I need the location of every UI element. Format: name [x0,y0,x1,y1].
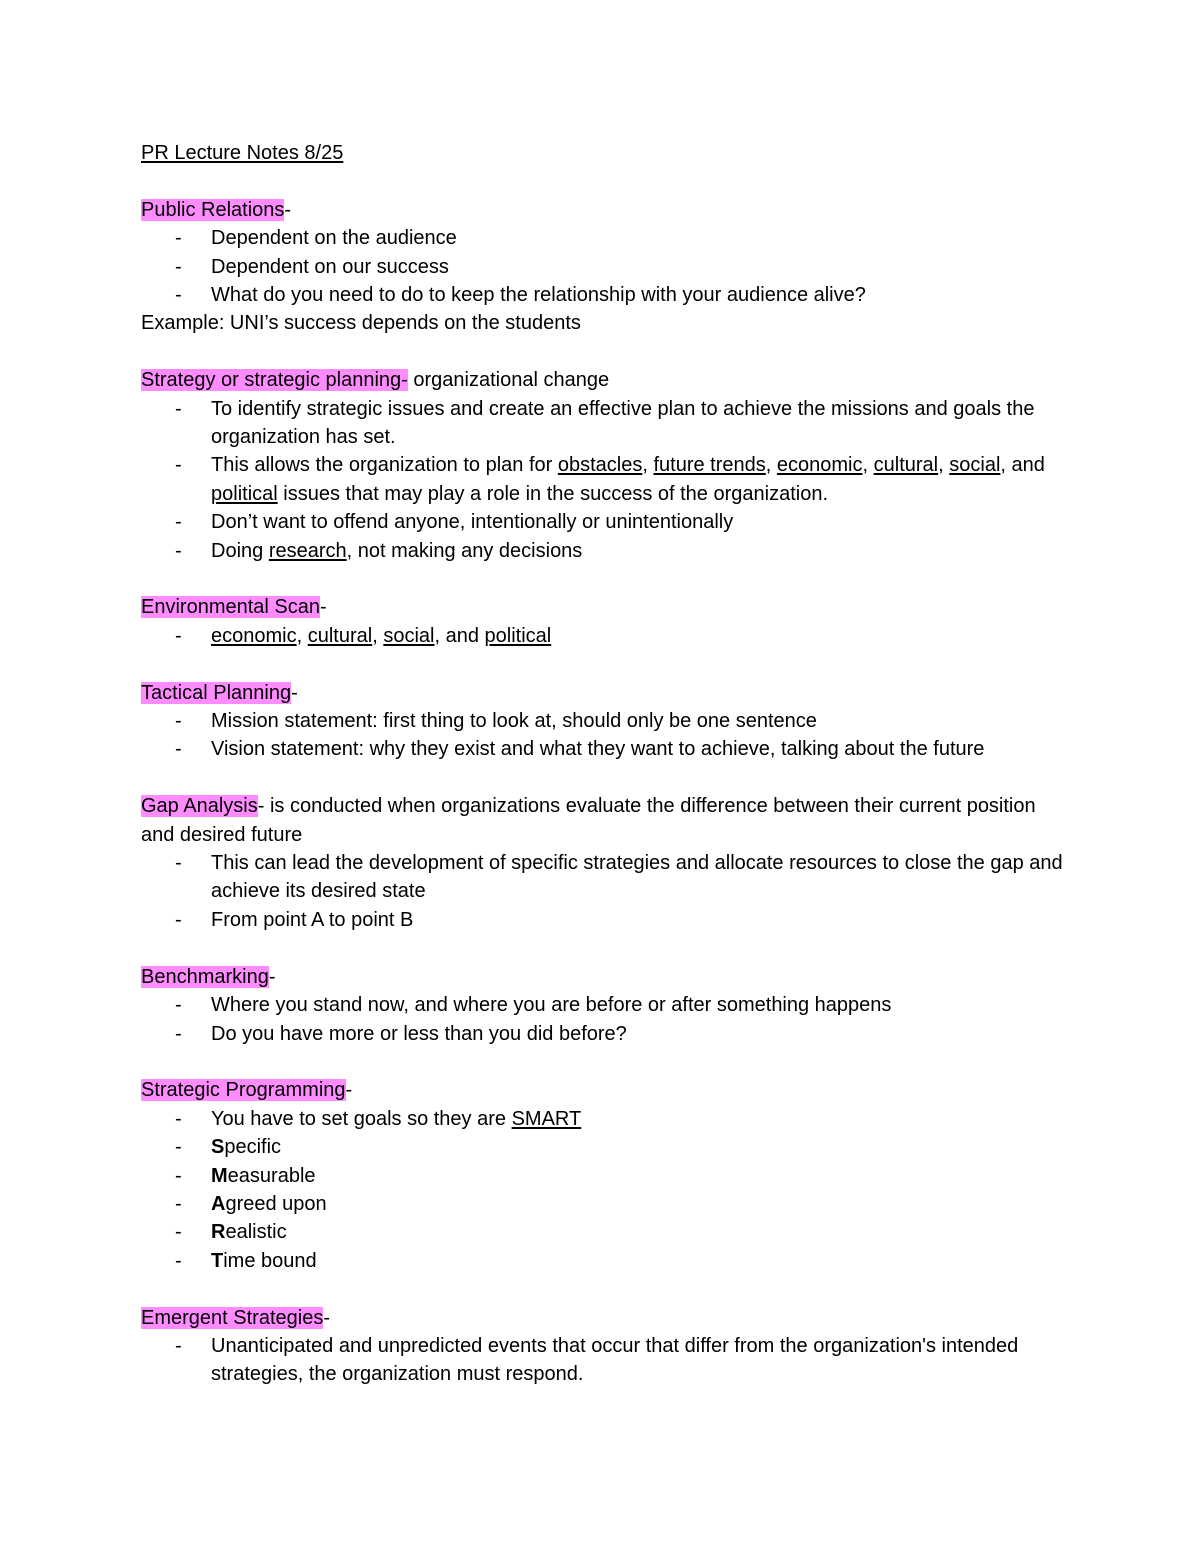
list-item [141,849,1071,906]
section-heading-line [141,1304,1071,1332]
list-item [141,1162,1071,1190]
list-item [141,622,1071,650]
bullet-dash: - [175,1221,182,1244]
bullet-list [141,1332,1071,1389]
bullet-dash: - [175,908,182,931]
item-text: ealistic [225,1221,287,1244]
section-heading: Benchmarking [141,965,269,988]
item-text: easurable [227,1164,316,1187]
list-item [141,508,1071,536]
item-text: Dependent on our success [211,255,449,278]
item-text: , [765,454,777,477]
heading-description: organizational change [407,369,610,392]
bullet-dash: - [175,284,182,307]
item-text: You have to set goals so they are [211,1107,512,1130]
bullet-list [141,1105,1071,1275]
list-item [141,451,1071,508]
document-page [141,139,1071,1389]
bullet-dash: - [175,1136,182,1159]
document-title: PR Lecture Notes 8/25 [141,142,344,164]
list-item [141,281,1071,309]
underlined-term: SMART [511,1107,582,1130]
list-item [141,1218,1071,1246]
bullet-list [141,224,1071,309]
blank-line [141,1275,1071,1303]
section-heading-line [141,366,1071,394]
item-text: Doing [211,539,269,562]
blank-line [141,167,1071,195]
section-heading-line [141,196,1071,224]
bullet-dash: - [175,1249,182,1272]
bullet-dash: - [175,852,182,875]
bold-letter: A [211,1192,226,1215]
list-item [141,1020,1071,1048]
list-item [141,537,1071,565]
bold-letter: T [211,1249,224,1272]
item-text: From point A to point B [211,908,414,931]
item-text: , [296,624,308,647]
list-item [141,735,1071,763]
item-text: , not making any decisions [346,539,583,562]
item-text: This allows the organization to plan for [211,454,558,477]
item-text: , [938,454,950,477]
section-heading: Public Relations [141,198,285,221]
underlined-term: political [211,482,278,505]
item-text: To identify strategic issues and create an effective plan to achieve the missions and goals the organization has set. [211,397,1041,449]
item-text: Vision statement: why they exist and what they want to achieve, talking about the future [211,738,985,761]
bullet-list [141,991,1071,1048]
heading-dash: - [319,596,327,619]
list-item [141,906,1071,934]
heading-dash: - [345,1079,353,1102]
item-text: Don’t want to offend anyone, intentionally or unintentionally [211,511,734,534]
section-heading: Tactical Planning [141,681,292,704]
underlined-term: social [949,454,1001,477]
bullet-dash: - [175,710,182,733]
item-text: pecific [224,1136,282,1159]
item-text: , [642,454,654,477]
list-item [141,991,1071,1019]
notes-body [141,167,1071,1388]
heading-description: - is conducted when organizations evaluate the difference between their current position and desired future [141,795,1042,846]
underlined-term: social [383,624,435,647]
list-item [141,395,1071,452]
underlined-term: obstacles [557,454,643,477]
list-item [141,253,1071,281]
heading-dash: - [268,965,276,988]
bullet-dash: - [175,738,182,761]
underlined-term: political [484,624,552,647]
section-heading: Gap Analysis [141,795,258,818]
bullet-dash: - [175,994,182,1017]
blank-line [141,1048,1071,1076]
item-text: issues that may play a role in the success of the organization. [277,482,828,505]
list-item [141,1133,1071,1161]
underlined-term: research [268,539,347,562]
section-heading: Environmental Scan [141,596,320,619]
section-heading-line [141,679,1071,707]
bullet-dash: - [175,227,182,250]
item-text: greed upon [225,1192,327,1215]
item-text: Dependent on the audience [211,227,457,250]
bold-letter: S [211,1136,225,1159]
item-text: , [862,454,874,477]
section-heading-line [141,963,1071,991]
underlined-term: economic [776,454,863,477]
item-text: Unanticipated and unpredicted events that occur that differ from the organization's intended strategies, the organization must respond. [211,1334,1024,1386]
item-text: Mission statement: first thing to look at, should only be one sentence [211,710,817,733]
item-text: Where you stand now, and where you are before or after something happens [211,994,892,1017]
blank-line [141,565,1071,593]
list-item [141,1332,1071,1389]
bullet-dash: - [175,1334,182,1357]
bullet-dash: - [175,511,182,534]
bold-letter: M [211,1164,228,1187]
underlined-term: economic [211,624,297,647]
item-text: ime bound [223,1249,317,1272]
list-item [141,224,1071,252]
section-heading-line [141,593,1071,621]
underlined-term: cultural [307,624,373,647]
item-text: , and [1000,454,1051,477]
bullet-list [141,395,1071,565]
heading-dash: - [323,1306,330,1329]
section-heading-line [141,1076,1071,1104]
bullet-dash: - [175,397,182,420]
bullet-dash: - [175,539,182,562]
item-text: , [372,624,384,647]
underlined-term: future trends [653,454,766,477]
section-heading-line [141,792,1071,849]
heading-dash: - [291,681,298,704]
bullet-dash: - [175,1192,182,1215]
bullet-list [141,622,1071,650]
item-text: What do you need to do to keep the relationship with your audience alive? [211,284,866,307]
heading-dash: - [284,198,292,221]
bullet-dash: - [175,1164,182,1187]
blank-line [141,764,1071,792]
example-line: Example: UNI’s success depends on the students [141,312,581,335]
item-text: , and [434,624,485,647]
item-text: Do you have more or less than you did before? [211,1022,627,1045]
underlined-term: cultural [873,454,939,477]
bullet-dash: - [175,255,182,278]
bullet-dash: - [175,1107,182,1130]
bold-letter: R [211,1221,226,1244]
item-text: This can lead the development of specific strategies and allocate resources to close the gap and achieve its desired state [211,852,1069,903]
bullet-dash: - [175,1022,182,1045]
blank-line [141,338,1071,366]
list-item [141,707,1071,735]
list-item [141,1247,1071,1275]
bullet-dash: - [175,454,182,477]
blank-line [141,934,1071,962]
bullet-dash: - [175,624,182,647]
section-heading: Strategic Programming [141,1079,346,1102]
list-item [141,1190,1071,1218]
blank-line [141,650,1071,678]
bullet-list [141,707,1071,764]
section-heading: Strategy or strategic planning- [141,369,408,392]
list-item [141,1105,1071,1133]
section-heading: Emergent Strategies [141,1306,324,1329]
bullet-list [141,849,1071,934]
